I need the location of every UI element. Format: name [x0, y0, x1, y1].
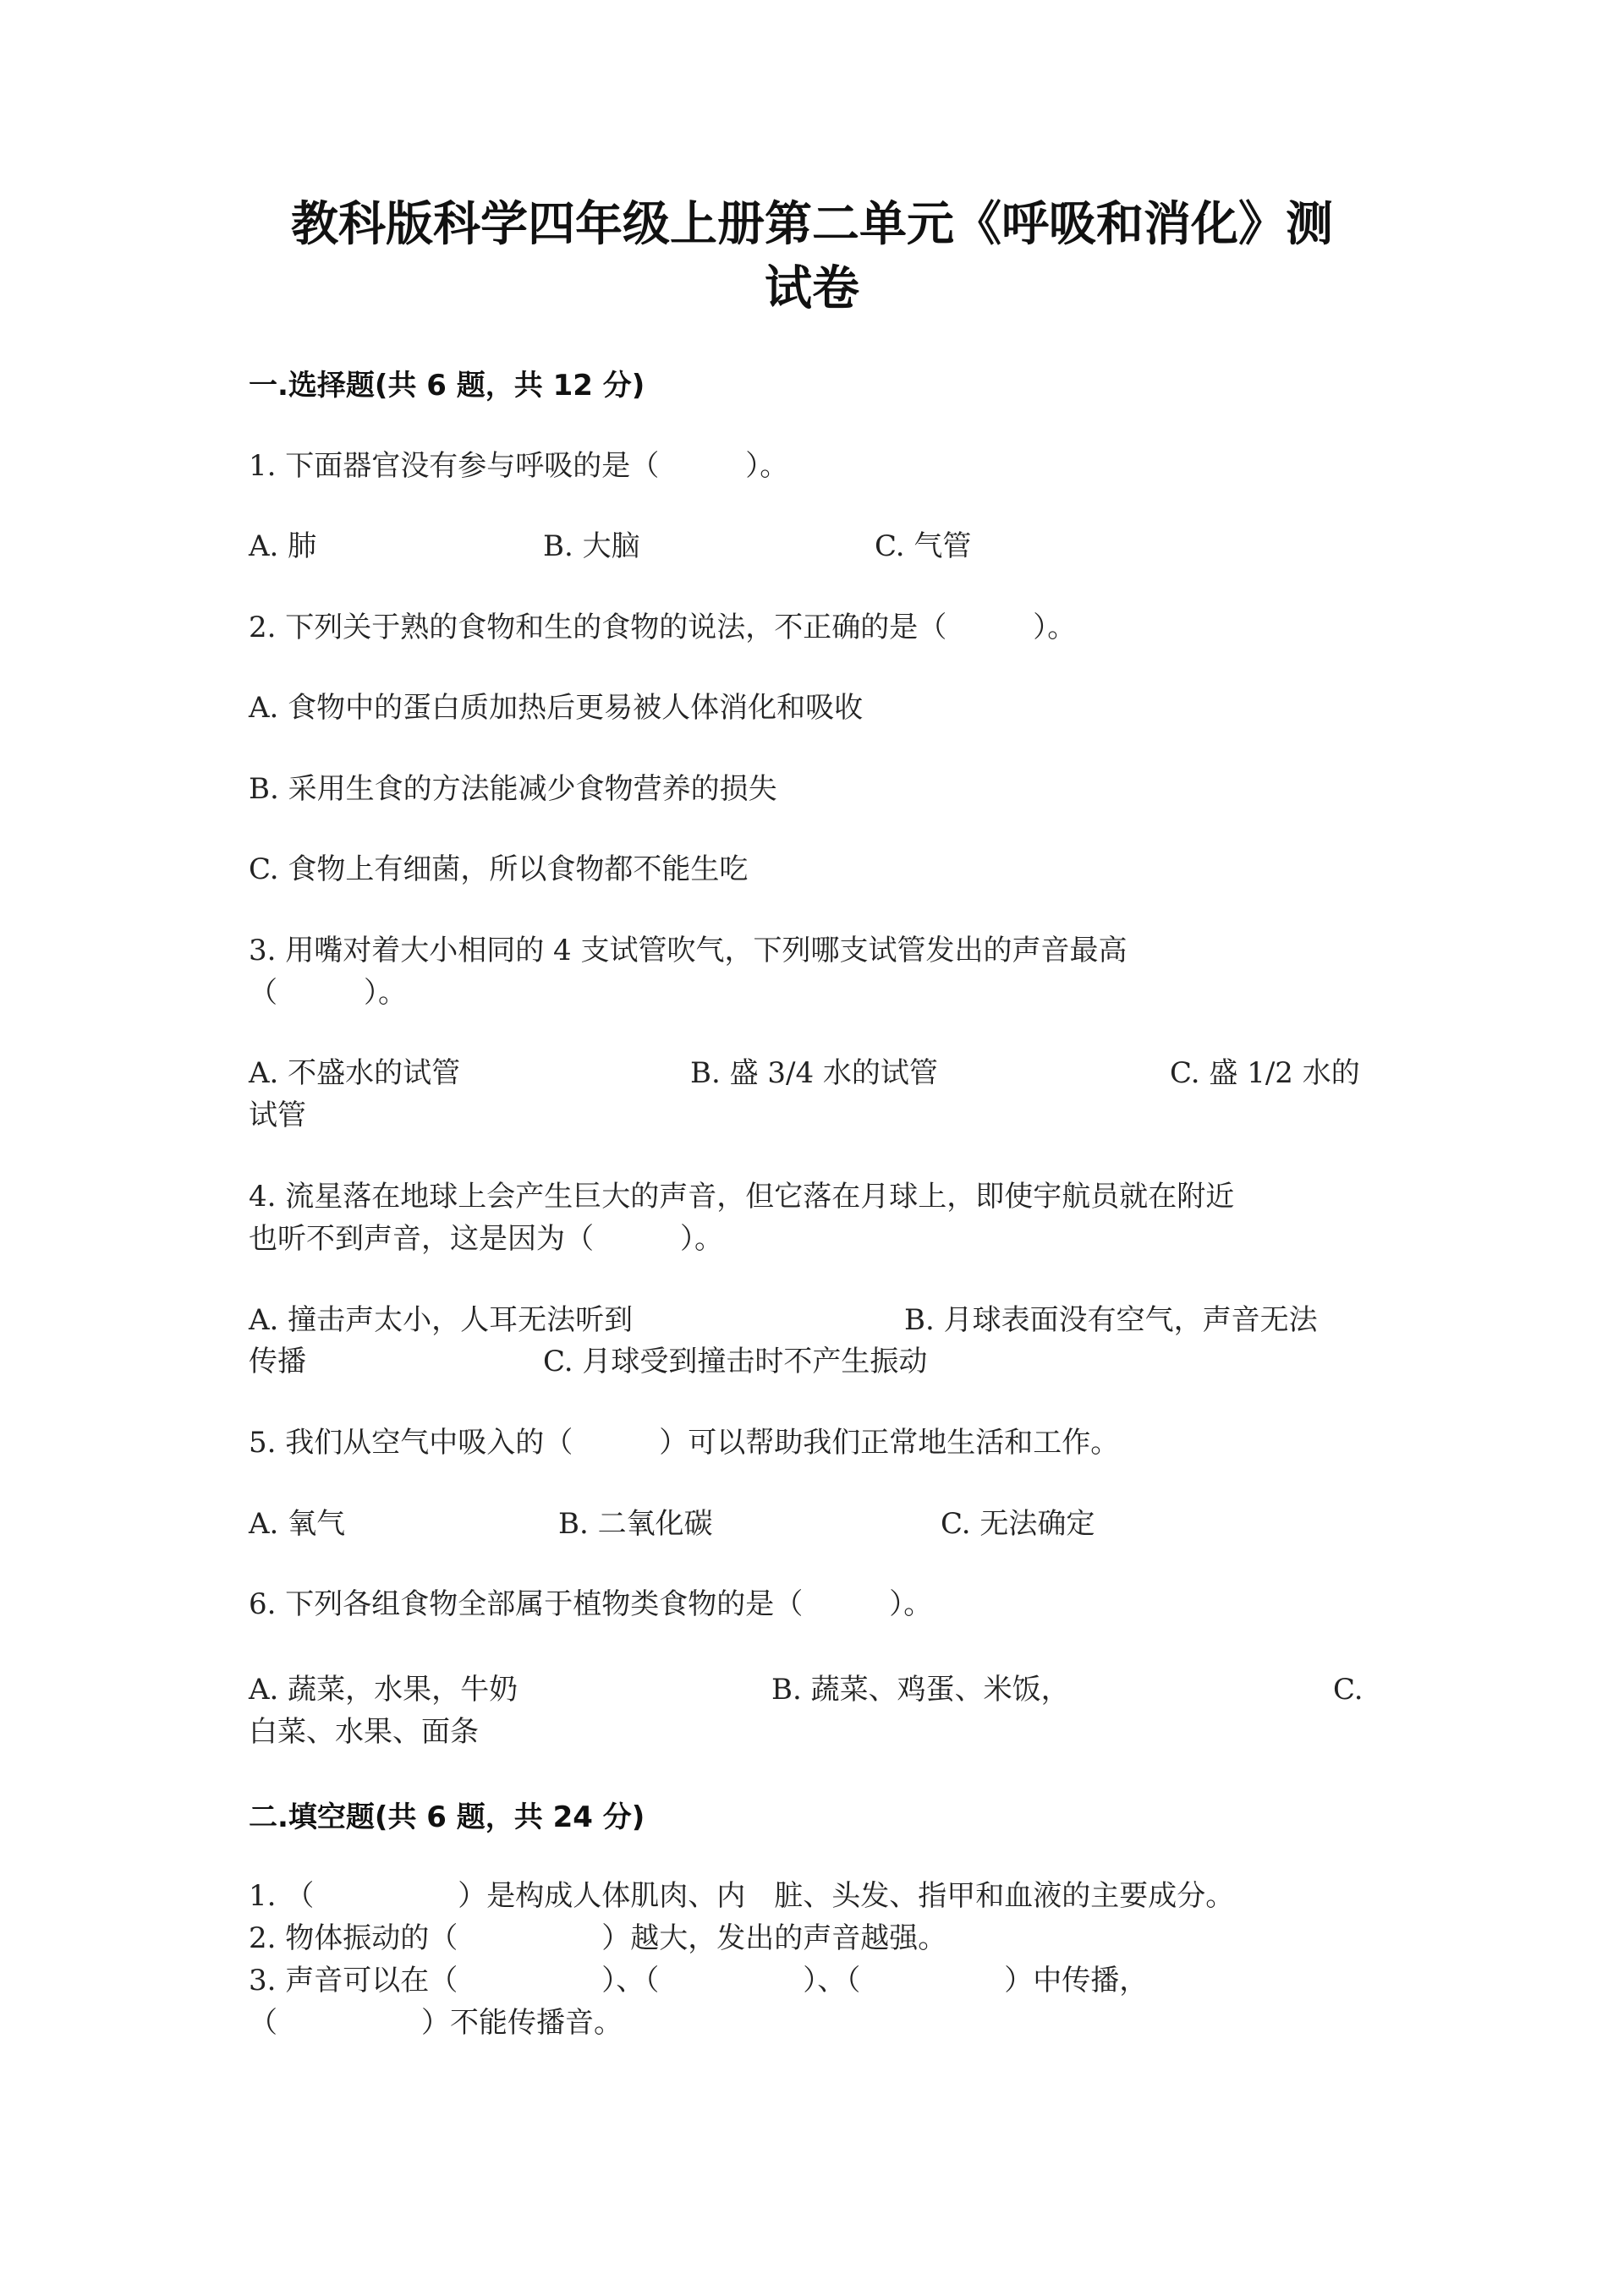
question-3-option-wrap: 试管: [249, 1099, 306, 1132]
question-3-option-c: C. 盛 1/2 水的: [1170, 1056, 1360, 1090]
question-4-option-a: A. 撞击声太小，人耳无法听到: [249, 1303, 634, 1337]
question-4-stem-line-2: 也听不到声音，这是因为（ ）。: [249, 1222, 723, 1256]
fill-item-3-continued: （ ）不能传播音。: [249, 2006, 623, 2040]
question-5-option-a: A. 氧气: [249, 1507, 346, 1541]
question-2-option-a: A. 食物中的蛋白质加热后更易被人体消化和吸收: [249, 691, 864, 725]
question-4-option-c: C. 月球受到撞击时不产生振动: [543, 1345, 928, 1378]
question-6-stem: 6. 下列各组食物全部属于植物类食物的是（ ）。: [249, 1587, 933, 1621]
question-3-stem-line-1: 3. 用嘴对着大小相同的 4 支试管吹气，下列哪支试管发出的声音最高: [249, 934, 1127, 967]
section-heading-choice: 一.选择题(共 6 题，共 12 分): [249, 369, 645, 403]
question-5-option-b: B. 二氧化碳: [558, 1507, 713, 1541]
question-5-option-c: C. 无法确定: [941, 1507, 1095, 1541]
question-1-stem: 1. 下面器官没有参与呼吸的是（ ）。: [249, 449, 789, 483]
question-6-option-wrap: 白菜、水果、面条: [249, 1715, 479, 1749]
question-4-option-wrap: 传播: [249, 1345, 306, 1378]
question-6-option-c: C.: [1333, 1673, 1363, 1707]
question-1-option-a: A. 肺: [249, 529, 317, 563]
question-3-option-b: B. 盛 3/4 水的试管: [690, 1056, 938, 1090]
question-2-option-c: C. 食物上有细菌，所以食物都不能生吃: [249, 852, 749, 886]
title-line-2: 试卷: [765, 261, 859, 316]
question-1-option-b: B. 大脑: [543, 529, 640, 563]
question-3-stem-line-2: （ ）。: [249, 976, 407, 1010]
question-4-option-b: B. 月球表面没有空气，声音无法: [904, 1303, 1318, 1337]
question-5-stem: 5. 我们从空气中吸入的（ ）可以帮助我们正常地生活和工作。: [249, 1426, 1120, 1460]
question-1-option-c: C. 气管: [875, 529, 972, 563]
section-heading-fill: 二.填空题(共 6 题，共 24 分): [249, 1800, 645, 1834]
fill-item-3: 3. 声音可以在（ ）、（ ）、（ ）中传播，: [249, 1964, 1149, 1997]
page-title: [237, 193, 1387, 321]
title-line-1: 教科版科学四年级上册第二单元《呼吸和消化》测: [291, 197, 1333, 252]
question-2-option-b: B. 采用生食的方法能减少食物营养的损失: [249, 772, 777, 806]
question-6-option-b: B. 蔬菜、鸡蛋、米饭，: [771, 1673, 1070, 1707]
question-3-option-a: A. 不盛水的试管: [249, 1056, 461, 1090]
fill-item-2: 2. 物体振动的（ ）越大，发出的声音越强。: [249, 1921, 947, 1955]
fill-item-1: 1. （ ）是构成人体肌肉、内 脏、头发、指甲和血液的主要成分。: [249, 1879, 1235, 1913]
question-2-stem: 2. 下列关于熟的食物和生的食物的说法，不正确的是（ ）。: [249, 611, 1077, 644]
question-4-stem-line-1: 4. 流星落在地球上会产生巨大的声音，但它落在月球上，即使宇航员就在附近: [249, 1180, 1235, 1214]
question-6-option-a: A. 蔬菜，水果，牛奶: [249, 1673, 518, 1707]
